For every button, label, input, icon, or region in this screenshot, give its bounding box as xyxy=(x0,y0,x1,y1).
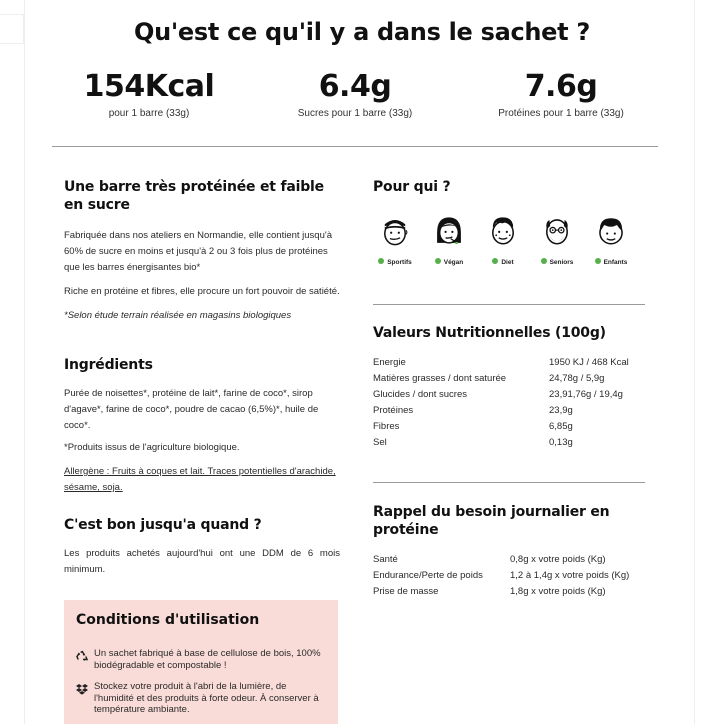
audience-label: Enfants xyxy=(589,259,633,266)
audience-vegan xyxy=(427,214,471,266)
audience-label: Seniors xyxy=(535,259,579,266)
condition-text: Stockez votre produit à l'abri de la lumière, de l'humidité et des produits à forte odeur. À conserver à température ambiante. xyxy=(94,681,319,715)
need-name: Endurance/Perte de poids xyxy=(373,569,483,581)
nutrient-value: 23,91,76g / 19,4g xyxy=(549,388,623,400)
check-dot xyxy=(492,258,498,264)
stats-divider xyxy=(52,146,658,147)
need-value: 1,8g x votre poids (Kg) xyxy=(510,585,606,597)
nutrient-value: 24,78g / 5,9g xyxy=(549,372,605,384)
table-row xyxy=(373,418,629,434)
nutrient-value: 1950 KJ / 468 Kcal xyxy=(549,356,629,368)
audience-label: Sportifs xyxy=(373,259,417,266)
nutrient-name: Energie xyxy=(373,356,406,368)
need-value: 0,8g x votre poids (Kg) xyxy=(510,553,606,565)
intro-section xyxy=(64,178,340,324)
ddm-section xyxy=(64,516,340,578)
dropbox-icon xyxy=(76,682,94,700)
stat-protein-label: Protéines pour 1 barre (33g) xyxy=(498,108,624,119)
rappel-table xyxy=(373,551,663,599)
condition-item xyxy=(76,681,326,716)
page-title: Qu'est ce qu'il y a dans le sachet ? xyxy=(133,18,591,46)
stat-sugar-value: 6.4g xyxy=(318,69,392,104)
nutrition-table xyxy=(373,354,629,450)
audience-sportifs xyxy=(373,214,417,266)
stat-protein xyxy=(461,68,661,119)
audience-label: Diet xyxy=(481,259,525,266)
stat-kcal-value: 154Kcal xyxy=(83,69,215,104)
intro-paragraph: Fabriquée dans nos ateliers en Normandie, elle contient jusqu'à 60% de sucre en moins et jusqu'à 2 ou 3 fois plus de protéines que les barres énergisantes bio* xyxy=(64,230,332,273)
nutrient-name: Sel xyxy=(373,436,387,448)
page-right-border xyxy=(694,0,695,724)
study-note: *Selon étude terrain réalisée en magasins biologiques xyxy=(64,310,292,321)
vegan-face-icon xyxy=(432,214,466,248)
nutrition-heading: Valeurs Nutritionnelles (100g) xyxy=(373,325,606,341)
condition-text: Un sachet fabriqué à base de cellulose de bois, 100% biodégradable et compostable ! xyxy=(94,648,321,671)
nutrient-name: Glucides / dont sucres xyxy=(373,388,467,400)
organic-note: *Produits issus de l'agriculture biologique. xyxy=(64,442,240,453)
table-row xyxy=(373,567,663,583)
stat-sugar xyxy=(255,68,455,119)
satiety-paragraph: Riche en protéine et fibres, elle procure un fort pouvoir de satiété. xyxy=(64,286,340,297)
intro-heading: Une barre très protéinée et faible en sucre xyxy=(64,179,324,213)
sportif-face-icon xyxy=(378,214,412,248)
pour-qui-section xyxy=(373,178,645,266)
rappel-heading: Rappel du besoin journalier en protéine xyxy=(373,504,610,538)
stat-sugar-label: Sucres pour 1 barre (33g) xyxy=(297,108,413,119)
allergens-link[interactable]: Allergène : Fruits à coques et lait. Traces potentielles d'arachide, sésame, soja. xyxy=(64,466,336,493)
audience-diet xyxy=(481,214,525,266)
diet-face-icon xyxy=(486,214,520,248)
recycle-icon xyxy=(76,649,94,667)
table-row xyxy=(373,354,629,370)
senior-face-icon xyxy=(540,214,574,248)
nutrient-name: Fibres xyxy=(373,420,400,432)
stat-protein-value: 7.6g xyxy=(524,69,598,104)
condition-item xyxy=(76,648,326,671)
ddm-heading: C'est bon jusqu'a quand ? xyxy=(64,517,262,533)
audience-seniors xyxy=(535,214,579,266)
table-row xyxy=(373,551,663,567)
section-divider xyxy=(373,482,645,483)
check-dot xyxy=(435,258,441,264)
stat-kcal xyxy=(49,68,249,119)
audience-enfants xyxy=(589,214,633,266)
ingredients-heading: Ingrédients xyxy=(64,357,153,373)
table-row xyxy=(373,402,629,418)
child-face-icon xyxy=(594,214,628,248)
table-row xyxy=(373,370,629,386)
need-name: Santé xyxy=(373,553,398,565)
ingredients-section xyxy=(64,356,340,496)
conditions-heading: Conditions d'utilisation xyxy=(76,612,260,628)
section-divider xyxy=(373,304,645,305)
check-dot xyxy=(541,258,547,264)
audience-label: Végan xyxy=(427,259,471,266)
need-value: 1,2 à 1,4g x votre poids (Kg) xyxy=(510,569,630,581)
page-left-border xyxy=(24,0,25,724)
ingredients-list: Purée de noisettes*, protéine de lait*, farine de coco*, sirop d'agave*, farine de coco*, poudre de cacao (6,5%)*, huile de coco*. xyxy=(64,388,319,431)
table-row xyxy=(373,386,629,402)
nutrient-value: 23,9g xyxy=(549,404,573,416)
nutrient-value: 6,85g xyxy=(549,420,573,432)
nutrition-section xyxy=(373,324,645,450)
need-name: Prise de masse xyxy=(373,585,439,597)
audience-list xyxy=(373,214,645,266)
nutrient-name: Matières grasses / dont saturée xyxy=(373,372,507,384)
table-row xyxy=(373,434,629,450)
check-dot xyxy=(595,258,601,264)
ddm-text: Les produits achetés aujourd'hui ont une DDM de 6 mois minimum. xyxy=(64,548,340,575)
check-dot xyxy=(378,258,384,264)
stat-kcal-label: pour 1 barre (33g) xyxy=(108,108,190,119)
rappel-section xyxy=(373,503,630,599)
pour-qui-heading: Pour qui ? xyxy=(373,179,451,195)
table-row xyxy=(373,583,663,599)
nutrient-value: 0,13g xyxy=(549,436,573,448)
conditions-box xyxy=(64,600,338,724)
nutrient-name: Protéines xyxy=(373,404,414,416)
